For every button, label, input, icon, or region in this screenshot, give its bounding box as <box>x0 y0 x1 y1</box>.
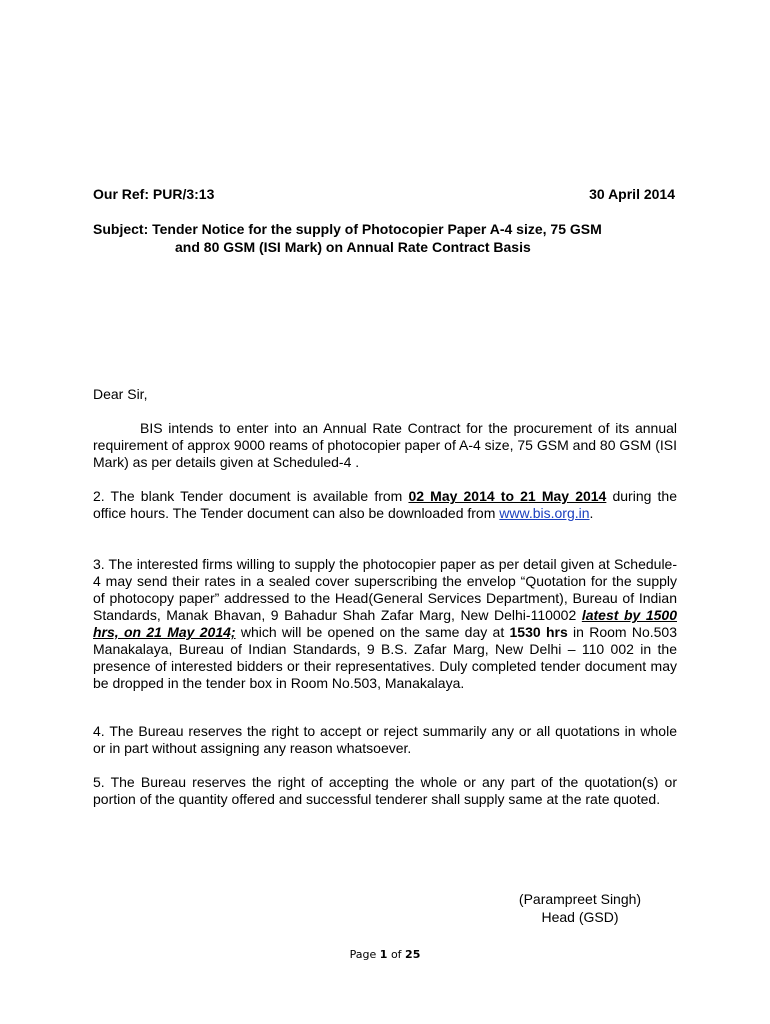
bis-website-link[interactable]: www.bis.org.in <box>499 505 590 521</box>
page-word: Page <box>349 948 377 961</box>
signatory-name: (Parampreet Singh) <box>518 891 642 907</box>
paragraph-5: 5. The Bureau reserves the right of accepting the whole or any part of the quotation(s) or portion of the quantity offered and successful tenderer shall supply same at the rate quoted. <box>93 774 677 807</box>
p3-text-end: in Room No.503 Manakalaya, Bureau of Indian Standards, 9 B.S. Zafar Marg, New Delhi – 110 002 in the presence of interested bidders or their representatives. Duly completed tender document may be dropped in the tender box in Room No.503, Manakalaya. <box>93 624 678 691</box>
availability-dates: 02 May 2014 to 21 May 2014 <box>408 488 607 504</box>
p2-text-start: 2. The blank Tender document is available from <box>93 488 409 504</box>
opening-time: 1530 hrs <box>509 624 568 640</box>
total-pages: 25 <box>405 948 421 961</box>
p2-text-mid: during the office hours. The Tender document can also be downloaded from <box>93 488 677 521</box>
subject-block <box>93 220 693 256</box>
paragraph-2 <box>93 488 677 522</box>
signatory-designation: Head (GSD) <box>541 909 619 925</box>
signature-block <box>510 890 650 926</box>
p3-text-mid: which will be opened on the same day at <box>235 624 510 640</box>
page-number <box>0 948 770 961</box>
p3-text-start: 3. The interested firms willing to supply the photocopier paper as per detail given at Schedule-4 may send their rates in a sealed cover superscribing the envelop “Quotation for the supply of photocopy paper” addressed to the Head(General Services Department), Bureau of Indian Standards, Manak Bhavan, 9 Bahadur Shah Zafar Marg, New Delhi-110002 <box>93 556 677 623</box>
paragraph-3 <box>93 556 677 692</box>
paragraph-1: BIS intends to enter into an Annual Rate Contract for the procurement of its annual requirement of approx 9000 reams of photocopier paper of A-4 size, 75 GSM and 80 GSM (ISI Mark) as per details given at Scheduled-4 . <box>93 420 677 470</box>
ref-value: PUR/3:13 <box>152 186 215 202</box>
p2-text-end: . <box>589 505 594 521</box>
salutation: Dear Sir, <box>93 386 148 402</box>
of-word: of <box>390 948 402 961</box>
reference-line <box>93 186 675 202</box>
current-page: 1 <box>379 948 388 961</box>
ref-label: Our Ref: <box>93 186 149 202</box>
letter-date: 30 April 2014 <box>589 186 675 202</box>
subject-line-1: Tender Notice for the supply of Photocopier Paper A-4 size, 75 GSM <box>152 221 602 237</box>
paragraph-4: 4. The Bureau reserves the right to accept or reject summarily any or all quotations in whole or in part without assigning any reason whatsoever. <box>93 723 677 756</box>
subject-label: Subject: <box>93 221 149 237</box>
subject-line-2: and 80 GSM (ISI Mark) on Annual Rate Contract Basis <box>175 239 531 255</box>
submission-deadline: latest by 1500 hrs, on 21 May 2014; <box>93 607 678 640</box>
